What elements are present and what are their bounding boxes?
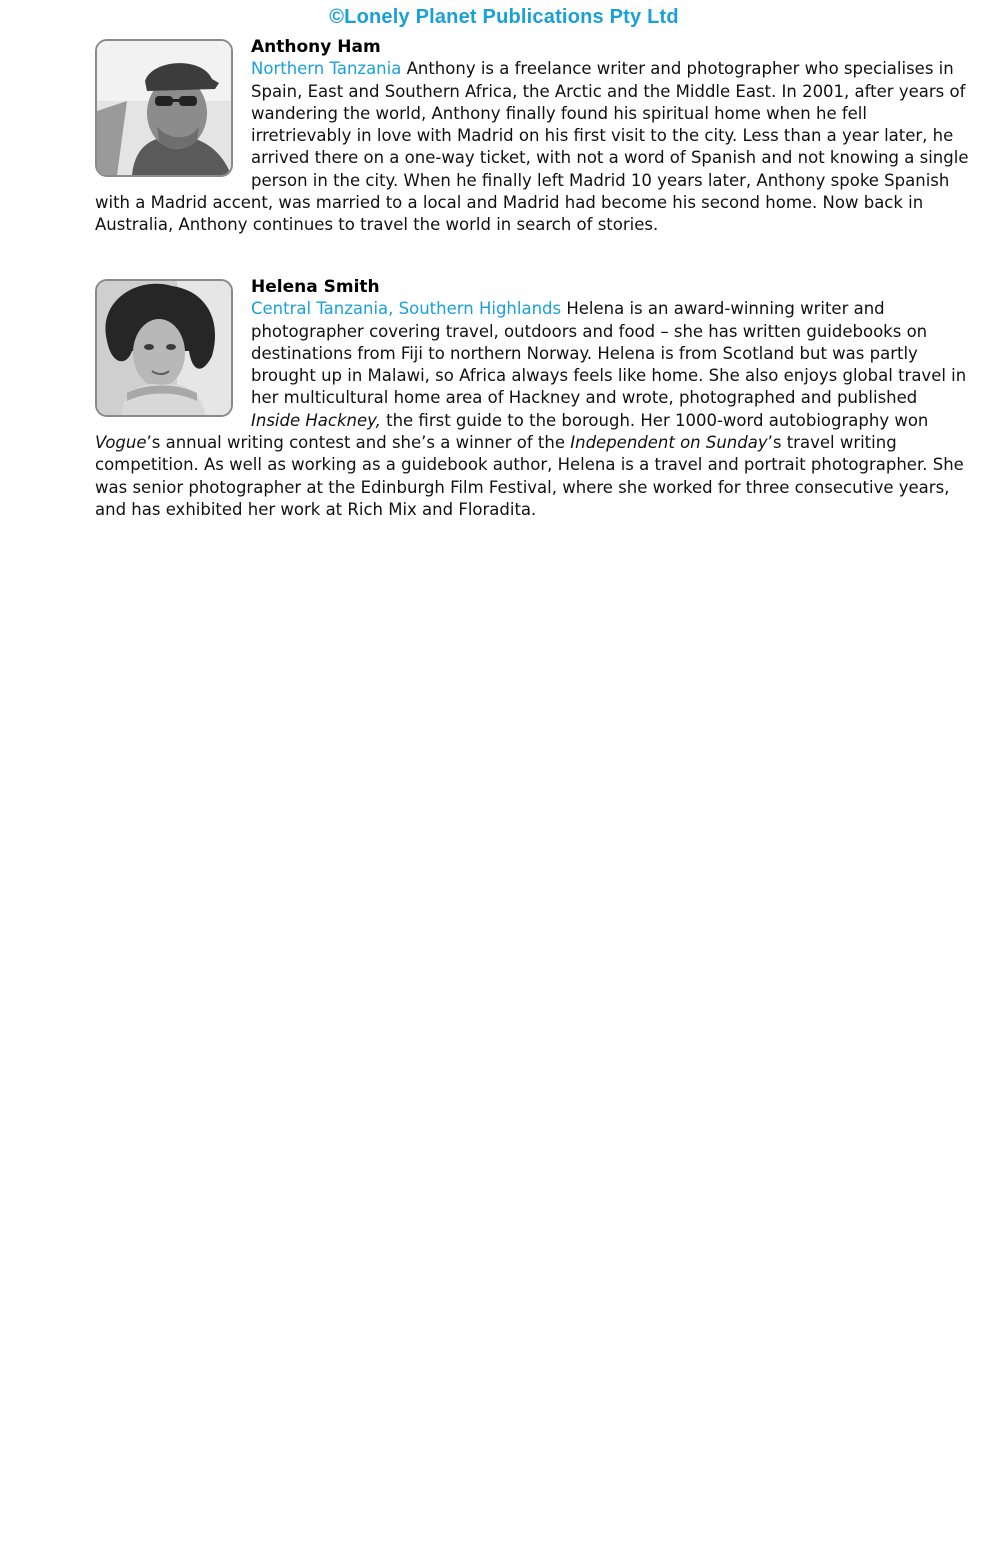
- author-region: Northern Tanzania: [251, 59, 402, 79]
- magazine-title: Vogue: [95, 433, 147, 453]
- author-bio-helena-smith: [95, 276, 970, 521]
- author-bio-text: the first guide to the borough. Her 1000-word autobiography won: [380, 410, 929, 430]
- author-bio-anthony-ham: [95, 36, 970, 237]
- author-region: Central Tanzania, Southern Highlands: [251, 299, 562, 319]
- author-bio-text: ’s annual writing contest and she’s a winner of the: [146, 433, 571, 453]
- author-bio-text: Anthony is a freelance writer and photographer who specialises in Spain, East and Southern Africa, the Arctic and the Middle East. In 2001, after years of wandering the world, Anthony finally found his spiritual home when he fell irretrievably in love with Madrid on his first visit to the city. Less than a year later, he arrived there on a one-way ticket, with not a word of Spanish and not knowing a single person in the city. When he finally left Madrid 10 years later, Anthony spoke Spanish with a Madrid accent, was married to a local and Madrid had become his second home. Now back in Australia, Anthony continues to travel the world in search of stories.: [95, 59, 969, 235]
- author-photo-helena-smith: [95, 279, 233, 417]
- newspaper-title: Independent on Sunday: [570, 433, 768, 453]
- book-title: Inside Hackney,: [251, 410, 381, 430]
- author-name: Helena Smith: [251, 277, 380, 297]
- author-bio-text: Helena is an award-winning writer and photographer covering travel, outdoors and food – she has written guidebooks on destinations from Fiji to northern Norway. Helena is from Scotland but was partly brought up in Malawi, so Africa always feels like home. She also enjoys global travel in her multicultural home area of Hackney and wrote, photographed and published: [251, 299, 967, 408]
- copyright-notice: ©Lonely Planet Publications Pty Ltd: [329, 6, 679, 28]
- author-bio-text: ’s travel writing competition. As well as working as a guidebook author, Helena is a travel and portrait photographer. She was senior photographer at the Edinburgh Film Festival, where she worked for three consecutive years, and has exhibited her work at Rich Mix and Floradita.: [95, 433, 964, 519]
- author-name: Anthony Ham: [251, 37, 381, 57]
- author-photo-anthony-ham: [95, 39, 233, 177]
